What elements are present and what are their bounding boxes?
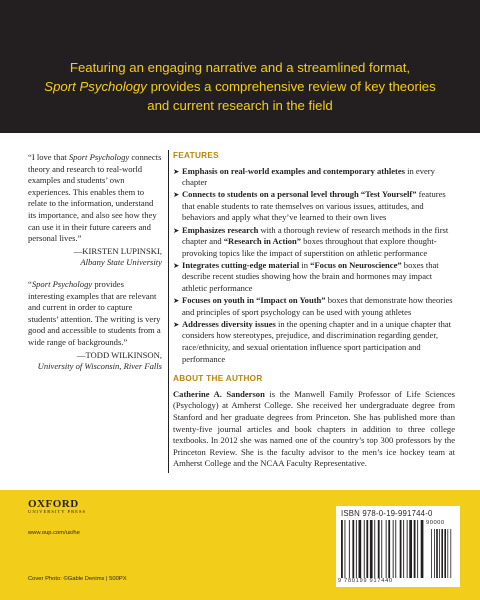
quote-text-post: provides interesting examples that are relevant and current in order to capture students’ attention. The writing is very good and accessible to students from a wide range of backgrounds.” xyxy=(28,278,161,347)
feature-text: in xyxy=(299,259,311,270)
feature-item xyxy=(173,319,455,365)
arrow-bullet-icon: ➤ xyxy=(173,319,180,329)
feature-item xyxy=(173,225,455,260)
quote-attribution xyxy=(28,246,162,269)
review-quotes xyxy=(28,152,162,383)
feature-bold: Focuses on youth in “Impact on Youth” xyxy=(182,295,326,306)
tagline xyxy=(0,58,480,115)
cover-photo-credit: Cover Photo: ©Gable Denims | 500PX xyxy=(28,576,127,582)
feature-bold: Emphasis on real-world examples and contemporary athletes xyxy=(182,165,406,176)
barcode-digits: 9 780199 917440 xyxy=(338,578,393,584)
main-column xyxy=(173,150,455,470)
feature-text: with a thorough review of research methods in the first chapter and xyxy=(182,224,449,247)
feature-bold: Integrates cutting-edge material xyxy=(182,259,300,270)
quote-institution: University of Wisconsin, River Falls xyxy=(37,361,162,372)
quote-text-post: connects theory and research to real-world examples and students’ own experiences. This enables them to relate to the information, understand its importance, and also see how they can use it in their future careers and personal lives.” xyxy=(28,152,162,244)
quote-institution: Albany State University xyxy=(80,257,162,268)
arrow-bullet-icon: ➤ xyxy=(173,296,180,306)
review-quote xyxy=(28,152,162,269)
quote-text-pre: “I love that xyxy=(28,152,69,162)
barcode-icon xyxy=(341,520,453,578)
quote-author: —TODD WILKINSON, xyxy=(76,349,162,360)
review-quote xyxy=(28,279,162,373)
arrow-bullet-icon: ➤ xyxy=(173,260,180,270)
quote-attribution xyxy=(28,350,162,373)
tagline-line-2 xyxy=(0,77,480,96)
logo-university-press: UNIVERSITY PRESS xyxy=(28,509,87,514)
isbn-label: ISBN 978-0-19-991744-0 xyxy=(341,509,433,518)
feature-text: in the opening chapter and in a unique chapter that considers how stereotypes, prejudice, and discrimination regarding gender, race/ethnicity, and sexual orientation influence sport participation and performance xyxy=(182,318,452,364)
feature-text: features that enable students to rate themselves on various issues, attitudes, and behaviors and apply what they’ve learned to their own lives xyxy=(182,189,446,223)
tagline-book-title: Sport Psychology xyxy=(44,79,147,94)
arrow-bullet-icon: ➤ xyxy=(173,166,180,176)
feature-text-2: boxes that describe recent studies showing how the brain and hormones may impact athletic performance xyxy=(182,259,439,294)
quote-book-title: Sport Psychology xyxy=(31,278,93,289)
feature-text: boxes that demonstrate how theories and principles of sport psychology can be used with young athletes xyxy=(182,295,453,317)
quote-text-pre: “ xyxy=(28,278,32,289)
feature-bold-2: “Focus on Neuroscience” xyxy=(310,259,402,270)
features-list xyxy=(173,166,455,366)
feature-bold: Addresses diversity issues xyxy=(182,318,276,329)
tagline-line-1: Featuring an engaging narrative and a streamlined format, xyxy=(69,60,411,75)
author-heading: ABOUT THE AUTHOR xyxy=(173,374,263,384)
tagline-line-3: and current research in the field xyxy=(147,98,333,113)
publisher-url: www.oup.com/us/he xyxy=(28,530,80,536)
feature-item xyxy=(173,189,455,224)
author-bio xyxy=(173,389,455,470)
tagline-line-2-rest: provides a comprehensive review of key theories xyxy=(146,79,436,94)
quote-text xyxy=(28,152,162,245)
feature-item xyxy=(173,260,455,295)
publisher-logo xyxy=(28,498,90,514)
arrow-bullet-icon: ➤ xyxy=(173,190,180,200)
quote-book-title: Sport Psychology xyxy=(68,152,130,162)
feature-text-2: boxes throughout that explore thought-provoking topics like the impact of superstition on athletic performance xyxy=(182,236,437,258)
logo-oxford: OXFORD xyxy=(28,498,79,510)
feature-item xyxy=(173,295,455,318)
feature-bold-2: “Research in Action” xyxy=(223,236,302,247)
isbn-block xyxy=(336,506,460,587)
feature-text: in every chapter xyxy=(182,165,435,188)
price-code: 90000 xyxy=(426,520,445,526)
quote-author: —KIRSTEN LUPINSKI, xyxy=(73,245,162,256)
quote-text xyxy=(28,279,162,349)
column-divider xyxy=(168,150,169,473)
author-name: Catherine A. Sanderson xyxy=(173,388,265,399)
feature-bold: Emphasizes research xyxy=(182,224,259,235)
arrow-bullet-icon: ➤ xyxy=(173,225,180,235)
feature-item xyxy=(173,166,455,189)
author-bio-text: is the Manwell Family Professor of Life Sciences (Psychology) at Amherst College. She received her undergraduate degree from Stanford and her graduate degrees from Princeton. She has published more than twenty-five journal articles and book chapters in addition to three college textbooks. In 2012 she was named one of the country’s top 300 professors by the Princeton Review. She is the faculty advisor to the men’s ice hockey team at Amherst College and the NCAA Faculty Representative. xyxy=(173,388,455,469)
features-heading: FEATURES xyxy=(173,151,219,160)
feature-bold: Connects to students on a personal level through “Test Yourself” xyxy=(182,189,417,200)
